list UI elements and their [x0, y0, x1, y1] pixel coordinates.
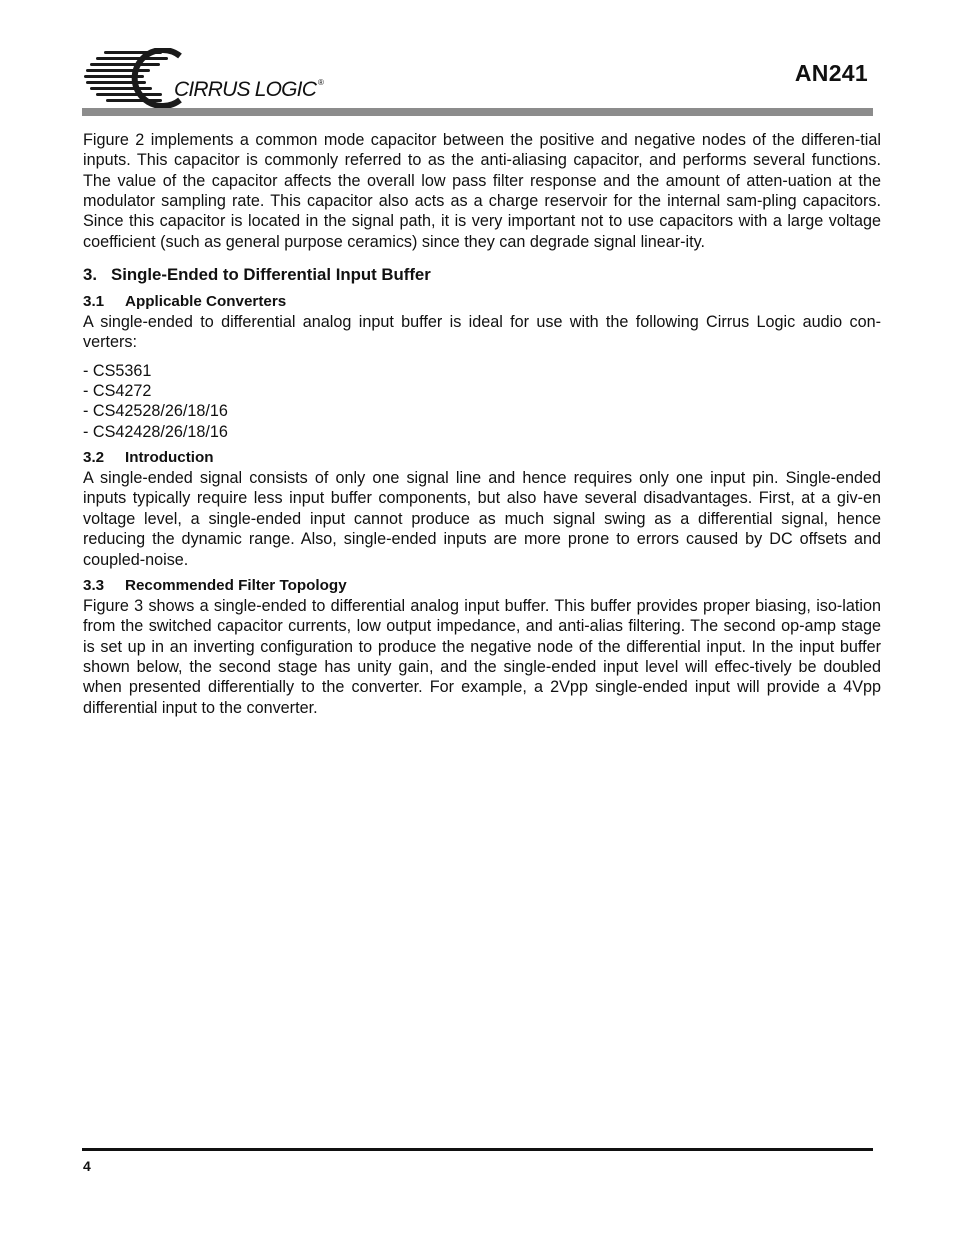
list-item: - CS4272 — [83, 382, 152, 401]
main-content — [83, 130, 881, 718]
subsection-title: Applicable Converters — [125, 293, 287, 311]
list-item: - CS42528/26/18/16 — [83, 402, 228, 421]
list-item: - CS5361 — [83, 361, 152, 380]
section-3-3-heading — [83, 576, 881, 596]
section-title: Single-Ended to Differential Input Buffer — [111, 265, 431, 285]
subsection-title: Recommended Filter Topology — [125, 576, 347, 594]
page-number: 4 — [83, 1158, 91, 1174]
document-id: AN241 — [794, 60, 868, 86]
cirrus-logic-logo — [84, 48, 334, 108]
converter-list — [83, 361, 881, 442]
list-item: - CS42428/26/18/16 — [83, 422, 228, 441]
intro-paragraph: Figure 2 implements a common mode capacitor between the positive and negative nodes of the differen-tial inputs. This capacitor is commonly referred to as the anti-aliasing capacitor, and performs several functions. The value of the capacitor affects the overall low pass filter response and the amount of atten-uation at the modulator sampling rate. This capacitor also acts as a charge reservoir for the internal sam-pling capacitors. Since this capacitor is located in the signal path, it is very important not to use capacitors with a large voltage coefficient (such as general purpose ceramics) since they can degrade signal linear-ity. — [83, 131, 881, 251]
section-number: 3. — [83, 265, 97, 285]
section-3-3-text: Figure 3 shows a single-ended to differential analog input buffer. This buffer provides proper biasing, iso-lation from the switched capacitor currents, low output impedance, and anti-alias filtering. The second op-amp stage is set up in an inverting configuration to produce the negative node of the differential input. In the input buffer shown below, the second stage has unity gain, and the single-ended input level will effec-tively be doubled when presented differentially to the converter. For example, a 2Vpp single-ended input will provide a 4Vpp differential input to the converter. — [83, 596, 881, 717]
section-3-heading — [83, 264, 881, 286]
section-3-1-heading — [83, 292, 881, 312]
header-rule — [82, 108, 873, 116]
logo-registered-mark: ® — [318, 78, 324, 87]
logo-wordmark: CIRRUS LOGIC — [174, 78, 317, 101]
section-3-1-text: A single-ended to differential analog input buffer is ideal for use with the following Cirrus Logic audio con-verters: — [83, 313, 881, 352]
section-3-2-heading — [83, 448, 881, 468]
subsection-number: 3.1 — [83, 293, 105, 311]
subsection-number: 3.2 — [83, 449, 105, 467]
section-3-2-text: A single-ended signal consists of only one signal line and hence requires only one input pin. Single-ended inputs typically require less input buffer components, but also have several disadvantages. First, at a giv-en voltage level, a single-ended input cannot produce as much signal swing as a differential signal, hence reducing the dynamic range. Also, single-ended inputs are more prone to errors caused by DC offsets and coupled-noise. — [83, 469, 881, 569]
subsection-title: Introduction — [125, 449, 214, 467]
footer-rule — [82, 1148, 873, 1151]
subsection-number: 3.3 — [83, 576, 105, 594]
